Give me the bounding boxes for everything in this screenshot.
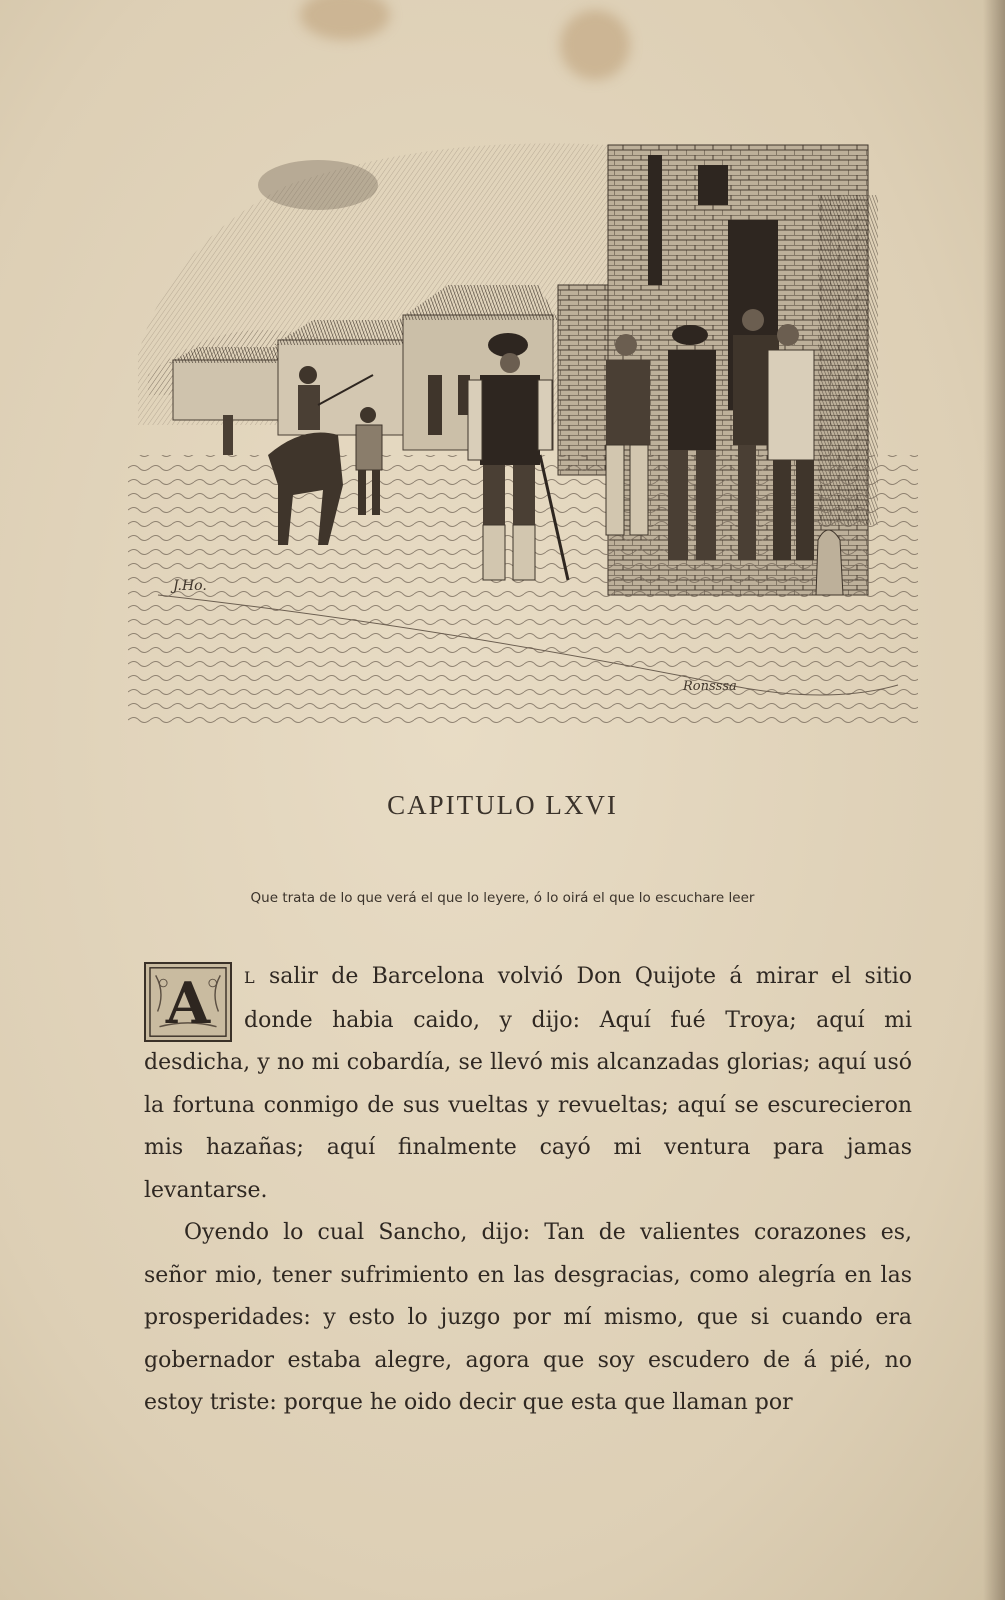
engraving-street-scene-icon [128,125,918,725]
paragraph-1-text: salir de Barcelona volvió Don Quijote á mirar el sitio donde habia caido, y dijo: Aquí fué Troya; aquí mi desdicha, y no mi cobardía, se llevó mis alcanzadas glorias; aquí usó la fortuna conmigo de sus vueltas y revueltas; aquí se escurecieron mis hazañas; aquí finalmente cayó mi ventura para jamas levantarse. [144,964,912,1203]
paragraph-2: Oyendo lo cual Sancho, dijo: Tan de valientes corazones es, señor mio, tener sufrimiento en las desgracias, como alegría en las prosperidades: y esto lo juzgo por mí mismo, que si cuando era gobernador estaba alegre, agora que soy escudero de á pié, no estoy triste: porque he oido decir que esta que llaman por [144,1220,912,1415]
paragraph-1 [144,956,912,1212]
dropcap-letter: A [165,969,211,1037]
chapter-title: CAPITULO LXVI [387,790,618,820]
artist-signature-left: J.Ho. [173,578,207,594]
chapter-body [144,956,912,1425]
ornamental-dropcap [144,962,232,1042]
paper-stain [300,0,390,40]
chapter-subtitle: Que trata de lo que verá el que lo leyere, ó lo oirá el que lo escuchare leer [250,890,755,906]
artist-signature-right: Ronsssa [683,679,737,694]
paper-stain [560,10,630,80]
dropcap-continuation: L [244,968,256,987]
